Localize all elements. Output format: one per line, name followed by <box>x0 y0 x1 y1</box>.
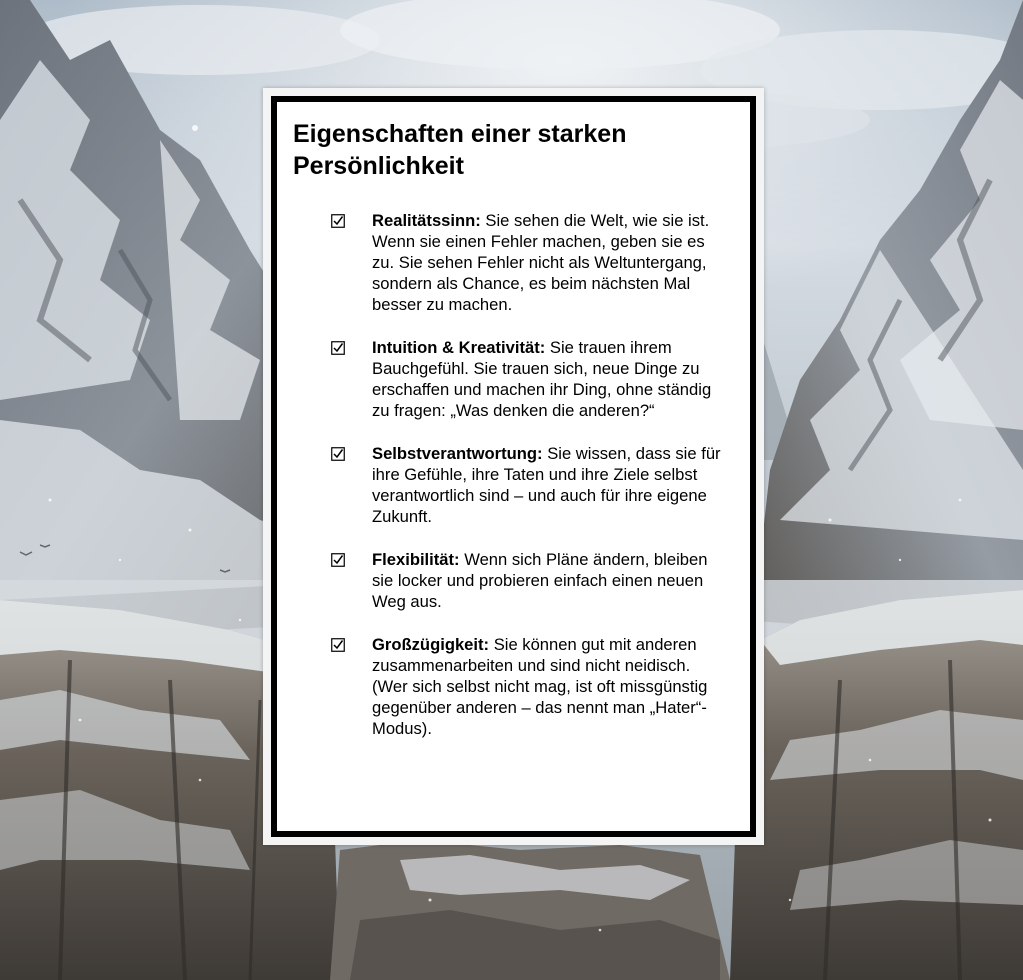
list-item <box>331 443 721 527</box>
item-text: Sie trauen ihrem Bauchgefühl. Sie trauen sich, neue Dinge zu erschaffen und machen ihr Ding, ohne ständig zu fragen: „Was denken die anderen?“ <box>372 338 712 420</box>
item-text: Sie wissen, dass sie für ihre Gefühle, ihre Taten und ihre Ziele selbst verantwortlich sind – und auch für ihre eigene Zukunft. <box>372 444 721 526</box>
item-term: Flexibilität: <box>372 550 460 569</box>
list-item <box>331 210 721 315</box>
item-text: Wenn sich Pläne ändern, bleiben sie locker und probieren einfach einen neuen Weg aus. <box>372 550 708 611</box>
checked-box-icon <box>331 214 345 228</box>
info-card <box>263 88 764 845</box>
list-item <box>331 634 721 739</box>
item-term: Großzügigkeit: <box>372 635 490 654</box>
list-item <box>331 337 721 421</box>
checked-box-icon <box>331 447 345 461</box>
card-frame <box>271 96 756 837</box>
checked-box-icon <box>331 553 345 567</box>
item-term: Selbstverantwortung: <box>372 444 543 463</box>
checked-box-icon <box>331 638 345 652</box>
trait-list <box>331 210 721 761</box>
item-term: Realitätssinn: <box>372 211 481 230</box>
checked-box-icon <box>331 341 345 355</box>
item-term: Intuition & Kreativität: <box>372 338 546 357</box>
item-text: Sie sehen die Welt, wie sie ist. Wenn sie einen Fehler machen, geben sie es zu. Sie sehen Fehler nicht als Weltuntergang, sondern als Chance, es beim nächsten Mal besser zu machen. <box>372 211 710 314</box>
item-text: Sie können gut mit anderen zusammenarbeiten und sind nicht neidisch. (Wer sich selbst nicht mag, ist oft missgünstig gegenüber anderen – das nennt man „Hater“-Modus). <box>372 635 708 738</box>
card-title: Eigenschaften einer starken Persönlichkeit <box>293 120 627 180</box>
list-item <box>331 549 721 612</box>
